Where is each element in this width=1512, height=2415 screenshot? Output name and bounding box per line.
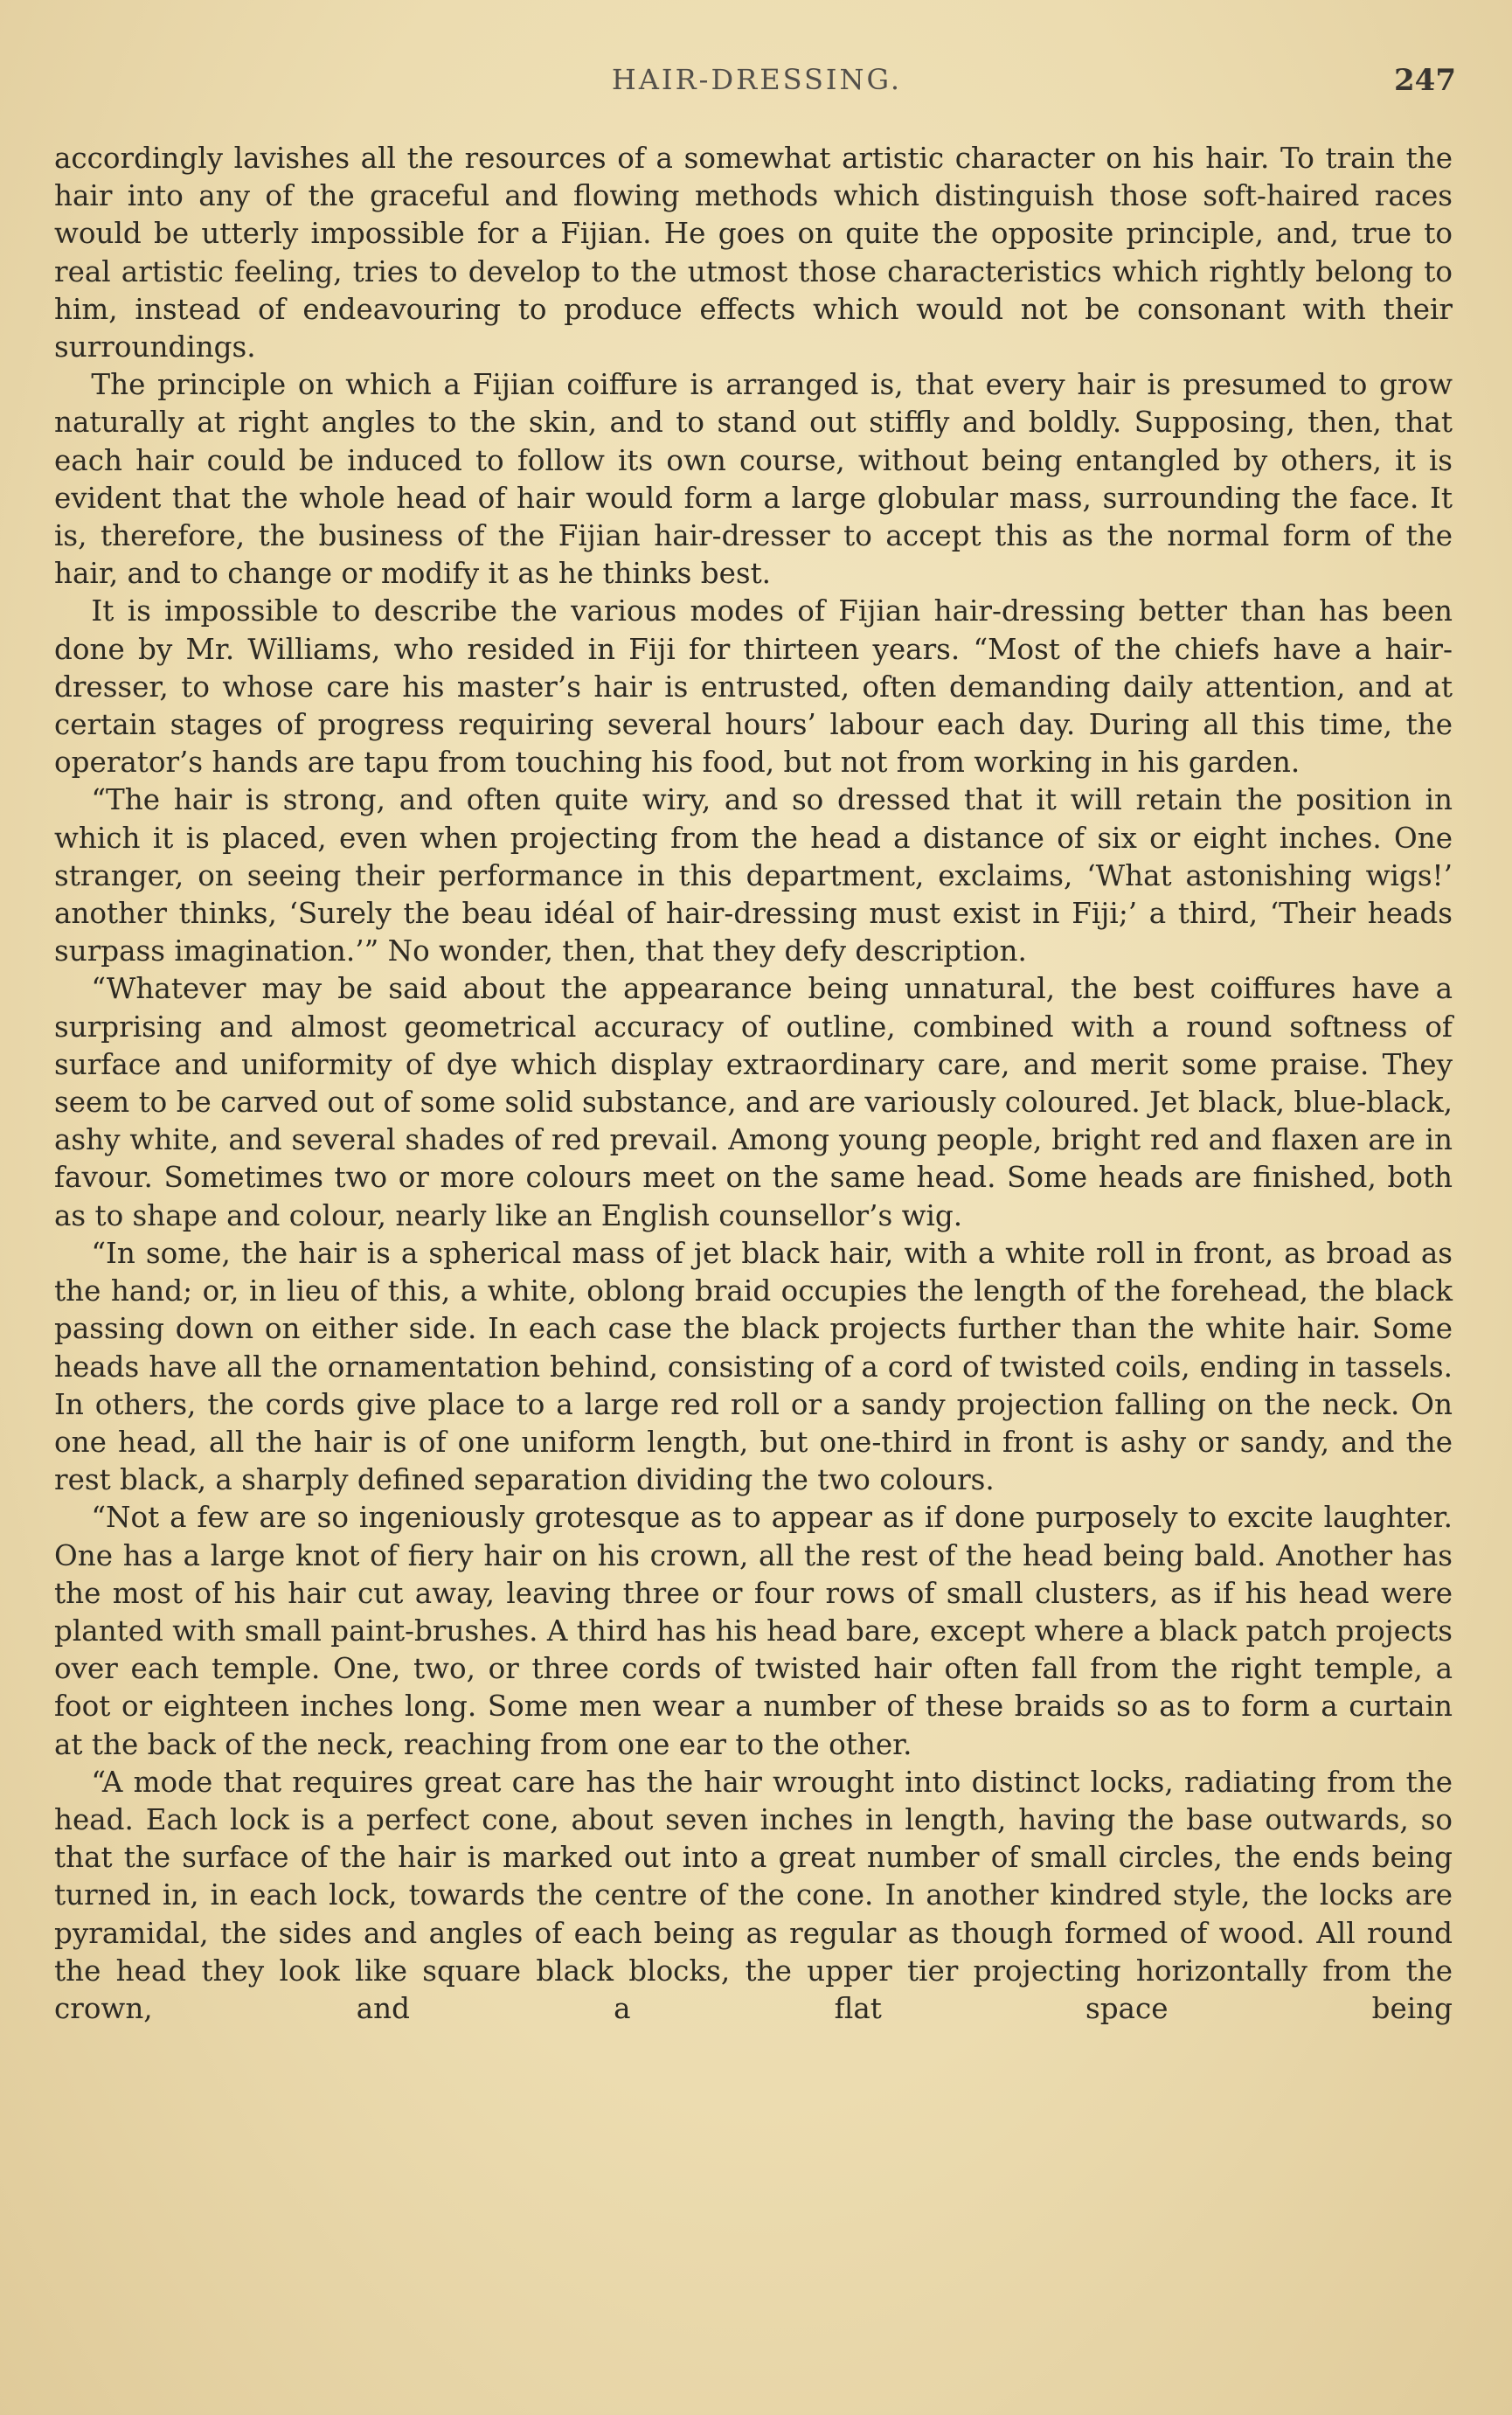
page-number: 247 xyxy=(1394,63,1456,98)
paragraph: “A mode that requires great care has the hair wrought into distinct locks, radiating from the head. Each lock is a perfect cone, about seven inches in length, having the base outwards, so that the surface of the hair is marked out into a great number of small circles, the ends being turned in, in each lock, towards the centre of the cone. In another kindred style, the locks are pyramidal, the sides and angles of each being as regular as though formed of wood. All round the head they look like square black blocks, the upper tier projecting horizontally from the crown, and a flat space being xyxy=(54,1765,1453,2025)
paragraph: “The hair is strong, and often quite wiry, and so dressed that it will retain the position in which it is placed, even when projecting from the head a distance of six or eight inches. One stranger, on seeing their performance in this department, exclaims, ‘What astonishing wigs!’ another thinks, ‘Surely the beau idéal of hair-dressing must exist in Fiji;’ a third, ‘Their heads surpass imagination.’” No wonder, then, that they defy description. xyxy=(54,783,1453,968)
running-title: HAIR-DRESSING. xyxy=(611,63,903,96)
paragraph: “In some, the hair is a spherical mass of jet black hair, with a white roll in front, as broad as the hand; or, in lieu of this, a white, oblong braid occupies the length of the forehead, the black passing down on either side. In each case the black projects further than the white hair. Some heads have all the ornamentation behind, consisting of a cord of twisted coils, ending in tassels. In others, the cords give place to a large red roll or a sandy projection falling on the neck. On one head, all the hair is of one uniform length, but one-third in front is ashy or sandy, and the rest black, a sharply defined separation dividing the two colours. xyxy=(54,1236,1453,1497)
paragraph: “Whatever may be said about the appearance being unnatural, the best coiffures have a surprising and almost geometrical accuracy of outline, combined with a round softness of surface and uniformity of dye which display extraordinary care, and merit some praise. They seem to be carved out of some solid substance, and are variously coloured. Jet black, blue-black, ashy white, and several shades of red prevail. Among young people, bright red and flaxen are in favour. Sometimes two or more colours meet on the same head. Some heads are finished, both as to shape and colour, nearly like an English counsellor’s wig. xyxy=(54,972,1453,1232)
body-text xyxy=(54,140,1453,2028)
running-head xyxy=(58,63,1456,112)
paragraph: “Not a few are so ingeniously grotesque as to appear as if done purposely to excite laughter. One has a large knot of fiery hair on his crown, all the rest of the head being bald. Another has the most of his hair cut away, leaving three or four rows of small clusters, as if his head were planted with small paint-brushes. A third has his head bare, except where a black patch projects over each temple. One, two, or three cords of twisted hair often fall from the right temple, a foot or eighteen inches long. Some men wear a number of these braids so as to form a curtain at the back of the neck, reaching from one ear to the other. xyxy=(54,1501,1453,1761)
paragraph: accordingly lavishes all the resources of a somewhat artistic character on his hair. To train the hair into any of the graceful and flowing methods which distinguish those soft-haired races would be utterly impossible for a Fijian. He goes on quite the opposite principle, and, true to real artistic feeling, tries to develop to the utmost those characteristics which rightly belong to him, instead of endeavouring to produce effects which would not be consonant with their surroundings. xyxy=(54,142,1453,364)
paragraph: The principle on which a Fijian coiffure is arranged is, that every hair is presumed to grow naturally at right angles to the skin, and to stand out stiffly and boldly. Supposing, then, that each hair could be induced to follow its own course, without being entangled by others, it is evident that the whole head of hair would form a large globular mass, surrounding the face. It is, therefore, the business of the Fijian hair-dresser to accept this as the normal form of the hair, and to change or modify it as he thinks best. xyxy=(54,368,1453,591)
paragraph: It is impossible to describe the various modes of Fijian hair-dressing better than has been done by Mr. Williams, who resided in Fiji for thirteen years. “Most of the chiefs have a hair-dresser, to whose care his master’s hair is entrusted, often demanding daily attention, and at certain stages of progress requiring several hours’ labour each day. During all this time, the operator’s hands are tapu from touching his food, but not from working in his garden. xyxy=(54,594,1453,780)
